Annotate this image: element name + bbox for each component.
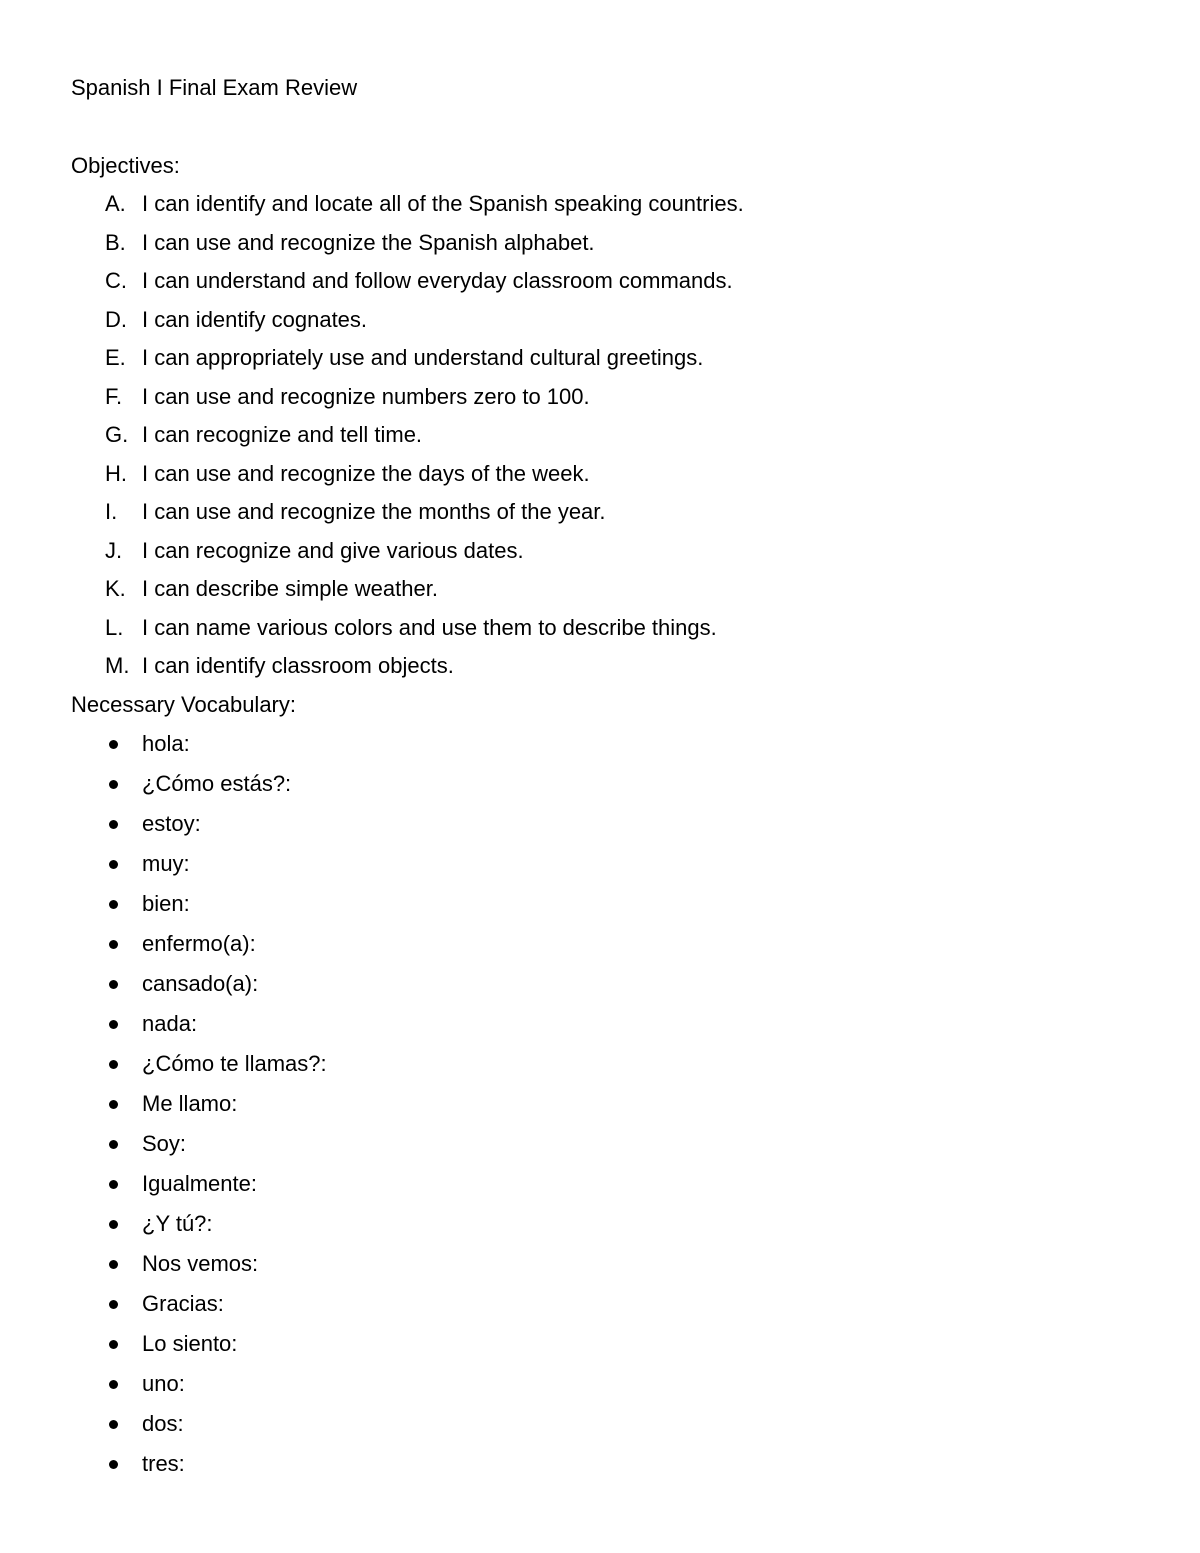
objective-text: I can use and recognize the Spanish alphabet.	[142, 229, 595, 255]
vocabulary-heading: Necessary Vocabulary:	[71, 692, 296, 717]
bullet-icon	[109, 1460, 118, 1469]
bullet-icon	[109, 820, 118, 829]
objectives-heading: Objectives:	[71, 153, 180, 178]
objective-letter: M.	[105, 653, 130, 678]
objective-text: I can identify classroom objects.	[142, 653, 454, 678]
bullet-icon	[109, 1260, 118, 1269]
bullet-icon	[109, 980, 118, 989]
objective-letter: B.	[105, 229, 126, 255]
objective-letter: I.	[105, 499, 118, 524]
objective-letter: C.	[105, 268, 127, 293]
bullet-icon	[109, 1220, 118, 1229]
vocab-term: ¿Y tú?:	[142, 1211, 213, 1236]
objective-text: I can describe simple weather.	[142, 576, 438, 601]
vocab-term: ¿Cómo te llamas?:	[142, 1051, 327, 1076]
objective-letter: G.	[105, 422, 129, 447]
vocab-term: bien:	[142, 891, 190, 916]
objective-letter: A.	[105, 191, 126, 216]
objective-text: I can name various colors and use them to describe things.	[142, 614, 717, 640]
objective-text: I can use and recognize the months of the year.	[142, 499, 606, 524]
vocab-term: Igualmente:	[142, 1171, 257, 1196]
vocab-term: Lo siento:	[142, 1331, 238, 1356]
objective-text: I can appropriately use and understand cultural greetings.	[142, 345, 704, 370]
document-title: Spanish I Final Exam Review	[71, 75, 358, 100]
vocab-term: Gracias:	[142, 1291, 224, 1316]
vocab-term: uno:	[142, 1371, 185, 1396]
vocab-term: Me llamo:	[142, 1091, 238, 1116]
vocab-term: Nos vemos:	[142, 1251, 259, 1276]
objective-text: I can use and recognize numbers zero to 100.	[142, 383, 590, 409]
objective-text: I can identify cognates.	[142, 306, 368, 332]
bullet-icon	[109, 1380, 118, 1389]
objective-text: I can recognize and give various dates.	[142, 537, 524, 563]
vocab-term: nada:	[142, 1011, 198, 1036]
bullet-icon	[109, 1340, 118, 1349]
bullet-icon	[109, 1100, 118, 1109]
bullet-icon	[109, 1140, 118, 1149]
objective-letter: E.	[105, 345, 126, 370]
objective-letter: D.	[105, 306, 127, 332]
objective-letter: L.	[105, 614, 124, 640]
vocab-term: muy:	[142, 851, 190, 876]
bullet-icon	[109, 940, 118, 949]
bullet-icon	[109, 1060, 118, 1069]
vocab-term: Soy:	[142, 1131, 187, 1156]
objective-text: I can recognize and tell time.	[142, 422, 423, 447]
bullet-icon	[109, 740, 118, 749]
bullet-icon	[109, 1420, 118, 1429]
bullet-icon	[109, 1300, 118, 1309]
vocab-term: cansado(a):	[142, 971, 259, 996]
bullet-icon	[109, 900, 118, 909]
objective-text: I can understand and follow everyday classroom commands.	[142, 268, 733, 293]
bullet-icon	[109, 1180, 118, 1189]
objective-text: I can use and recognize the days of the week.	[142, 460, 590, 486]
vocab-term: ¿Cómo estás?:	[142, 771, 292, 796]
vocab-term: enfermo(a):	[142, 931, 256, 956]
vocab-term: dos:	[142, 1411, 184, 1436]
vocab-term: tres:	[142, 1451, 185, 1476]
objective-letter: F.	[105, 383, 123, 409]
objective-letter: J.	[105, 537, 123, 563]
bullet-icon	[109, 1020, 118, 1029]
objective-letter: K.	[105, 576, 126, 601]
bullet-icon	[109, 860, 118, 869]
objective-text: I can identify and locate all of the Spanish speaking countries.	[142, 191, 744, 216]
bullet-icon	[109, 780, 118, 789]
objective-letter: H.	[105, 460, 127, 486]
vocab-term: hola:	[142, 731, 190, 756]
vocab-term: estoy:	[142, 811, 201, 836]
